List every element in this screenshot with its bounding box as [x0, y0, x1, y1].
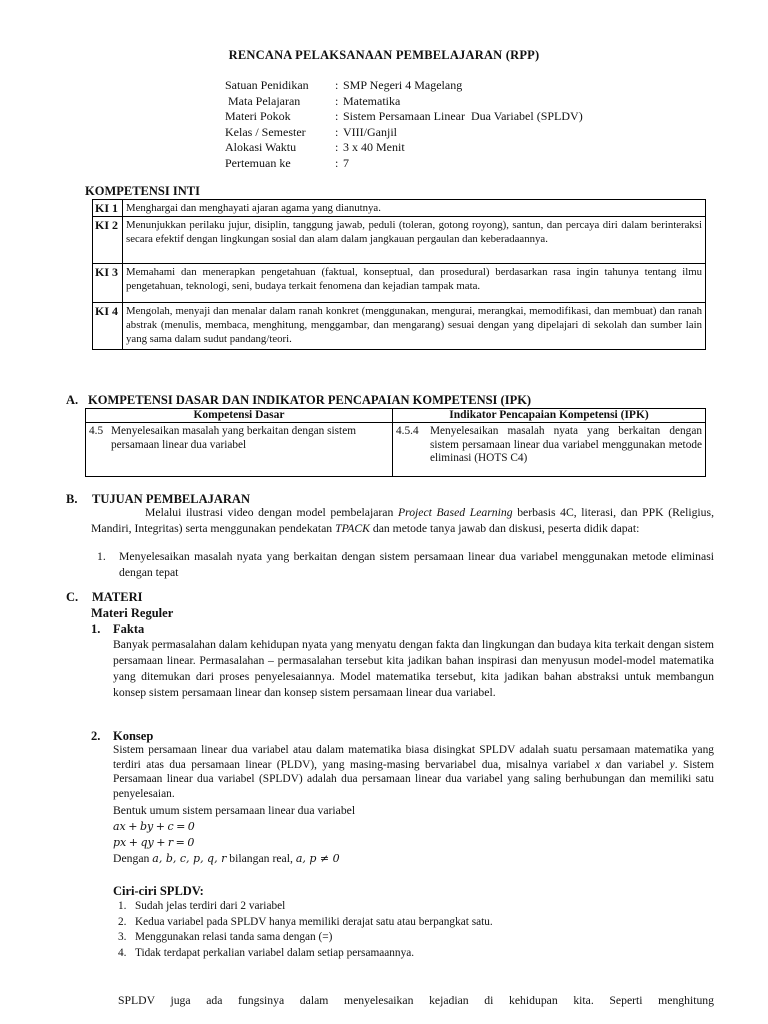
equation-2: px + qy + r = 0: [113, 836, 195, 849]
konsep-title: Konsep: [113, 729, 154, 743]
objective-paragraph: [91, 505, 714, 536]
ki-table: [92, 199, 706, 350]
conditions-variables: a, b, c, p, q, r: [152, 852, 227, 865]
identity-label: Kelas / Semester: [225, 124, 306, 139]
kd-row: [86, 423, 706, 477]
ciri-text: Sudah jelas terdiri dari 2 variabel: [135, 900, 286, 912]
konsep-paragraph: [113, 743, 714, 801]
objective-item-text: Menyelesaikan masalah nyata yang berkaitan dengan sistem persamaan linear dua variabel menggunakan metode eliminasi dengan tepat: [119, 550, 714, 579]
konsep-text: . Sistem Persamaan linear dua variabel (SPLDV) adalah dua persamaan linear dua variabel yang saling berhubungan dan memiliki satu penyelesaian.: [113, 758, 715, 800]
fakta-paragraph: Banyak permasalahan dalam kehidupan nyata yang menyatu dengan fakta dan lingkungan dan budaya kita terkait dengan sistem persamaan linear. Permasalahan – permasalahan tersebut kita jadikan bahan inspirasi dan menyusun model-model matematika yang ditemukan dari proses penyelesaiannya. Model matematika tersebut, kita jadikan bahan abstraksi untuk membangun konsep sistem persamaan linear dan konsep sistem persamaan linear dua variabel.: [113, 638, 714, 699]
ki-text: Memahami dan menerapkan pengetahuan (faktual, konseptual, dan prosedural) berdasarkan rasa ingin tahunya tentang ilmu pengetahuan, teknologi, seni, budaya terkait fenomena dan kejadian tampak mata.: [123, 264, 706, 303]
identity-row: [225, 109, 583, 125]
fakta-number: 1.: [91, 622, 101, 636]
identity-colon: :: [335, 109, 339, 123]
general-form-label: Bentuk umum sistem persamaan linear dua variabel: [113, 804, 356, 817]
section-letter: A.: [66, 393, 79, 407]
identity-colon: :: [335, 155, 339, 170]
ciri-item: 1. Sudah jelas terdiri dari 2 variabel: [118, 899, 493, 915]
ki-text: Mengolah, menyaji dan menalar dalam ranah konkret (menggunakan, mengurai, merangkai, memodifikasi, dan membuat) dan ranah abstrak (menulis, membaca, menghitung, menggambar, dan mengarang) sesuai dengan yang dipelajari di sekolah dan sumber lain yang sama dalam sudut pandang/teori.: [123, 303, 706, 350]
identity-row: [225, 140, 583, 156]
identity-colon: :: [335, 93, 339, 108]
identity-value: VIII/Ganjil: [343, 124, 397, 139]
conditions-line: [113, 851, 340, 867]
conditions-inequality: a, p ≠ 0: [295, 852, 340, 865]
ki-heading: KOMPETENSI INTI: [85, 184, 200, 198]
konsep-heading: [91, 729, 153, 744]
identity-row: [225, 78, 583, 94]
variable-y: y: [669, 758, 675, 771]
ciri-text: Tidak terdapat perkalian variabel dalam setiap persamaannya.: [135, 946, 415, 959]
ki-code: KI 2: [93, 217, 123, 264]
konsep-number: 2.: [91, 729, 101, 743]
kd-number: 4.5: [89, 425, 104, 437]
conditions-text: Dengan: [113, 852, 153, 865]
kd-cell: [86, 423, 393, 477]
identity-row: [225, 156, 583, 172]
document-title: RENCANA PELAKSANAAN PEMBELAJARAN (RPP): [228, 48, 540, 62]
variable-x: x: [595, 758, 601, 771]
ciri-item: 2. Kedua variabel pada SPLDV hanya memiliki derajat satu atau berpangkat satu.: [118, 915, 493, 931]
objective-text: Melalui ilustrasi video dengan model pembelajaran: [145, 506, 398, 519]
kd-text: Menyelesaikan masalah yang berkaitan dengan sistem persamaan linear dua variabel: [111, 425, 356, 451]
identity-row: [225, 94, 583, 110]
section-title: TUJUAN PEMBELAJARAN: [92, 492, 250, 506]
ipk-column-header: Indikator Pencapaian Kompetensi (IPK): [393, 409, 706, 423]
ipk-item: [396, 425, 702, 466]
section-title: KOMPETENSI DASAR DAN INDIKATOR PENCAPAIAN KOMPETENSI (IPK): [88, 393, 532, 407]
ipk-number: 4.5.4: [396, 425, 419, 437]
identity-value: Matematika: [343, 93, 401, 108]
conditions-text: bilangan real,: [226, 852, 296, 865]
konsep-text: Sistem persamaan linear dua variabel atau dalam matematika biasa disingkat SPLDV adalah suatu persamaan matematika yang terdiri atas dua persamaan linear (PLDV), yang masing-masing bervariabel dua, misalnya variabel: [113, 744, 714, 771]
identity-value: 3 x 40 Menit: [343, 140, 405, 154]
identity-value: 7: [343, 155, 349, 170]
ki-row: [93, 264, 706, 303]
equation-1: ax + by + c = 0: [113, 820, 195, 833]
identity-label: Pertemuan ke: [225, 155, 291, 170]
section-c-heading: [66, 590, 142, 605]
ki-code: KI 3: [93, 264, 123, 303]
identity-colon: :: [335, 78, 339, 92]
ki-row: [93, 303, 706, 350]
kd-item: [89, 425, 389, 452]
kd-ipk-table: [85, 408, 706, 477]
objective-number: 1.: [97, 550, 106, 563]
ki-row: [93, 217, 706, 264]
ipk-text: Menyelesaikan masalah nyata yang berkaitan dengan sistem persamaan linear dua variabel menggunakan metode eliminasi (HOTS C4): [430, 425, 702, 464]
ipk-cell: [393, 423, 706, 477]
identity-row: [225, 125, 583, 141]
ki-text: Menghargai dan menghayati ajaran agama yang dianutnya.: [123, 200, 706, 217]
section-letter: C.: [66, 590, 79, 604]
ciri-heading: Ciri-ciri SPLDV:: [113, 884, 204, 898]
objective-item: [97, 549, 714, 580]
identity-block: [225, 78, 583, 171]
ciri-text: Menggunakan relasi tanda sama dengan (=): [135, 931, 333, 943]
kd-header-row: [86, 409, 706, 423]
ki-code: KI 1: [93, 200, 123, 217]
ciri-list: [118, 899, 493, 961]
materi-reguler-heading: Materi Reguler: [91, 606, 174, 620]
section-title: MATERI: [92, 590, 143, 604]
approach-name: TPACK: [335, 521, 370, 535]
identity-label: Satuan Penidikan: [225, 78, 309, 92]
identity-label: Materi Pokok: [225, 109, 291, 123]
closing-paragraph: SPLDV juga ada fungsinya dalam menyelesaikan kejadian di kehidupan kita. Seperti menghitung: [118, 994, 714, 1007]
identity-label: Alokasi Waktu: [225, 140, 297, 154]
ki-row: [93, 200, 706, 217]
ki-code: KI 4: [93, 303, 123, 350]
fakta-heading: [91, 622, 144, 637]
model-name: Project Based Learning: [397, 506, 513, 519]
konsep-text: dan variabel: [600, 758, 670, 771]
fakta-title: Fakta: [113, 622, 145, 636]
identity-label: Mata Pelajaran: [225, 93, 301, 108]
kd-column-header: Kompetensi Dasar: [86, 409, 393, 423]
ciri-item: 3. Menggunakan relasi tanda sama dengan (=): [118, 930, 493, 946]
section-letter: B.: [66, 492, 78, 506]
identity-value: Sistem Persamaan Linear Dua Variabel (SPLDV): [343, 109, 583, 123]
identity-colon: :: [335, 140, 339, 154]
section-a-heading: [66, 393, 531, 408]
identity-value: SMP Negeri 4 Magelang: [343, 78, 463, 92]
objective-text: dan metode tanya jawab dan diskusi, peserta didik dapat:: [369, 521, 640, 535]
ciri-item: 4. Tidak terdapat perkalian variabel dalam setiap persamaannya.: [118, 946, 493, 962]
objective-text: berbasis 4C, literasi, dan PPK (Religius, Mandiri, Integritas) serta menggunakan pendekatan: [91, 506, 714, 535]
identity-colon: :: [335, 124, 339, 139]
ki-text: Menunjukkan perilaku jujur, disiplin, tanggung jawab, peduli (toleran, gotong royong), santun, dan percaya diri dalam berinteraksi secara efektif dengan lingkungan sosial dan alam dalam jangkauan pergaulan dan keberadaannya.: [123, 217, 706, 264]
ciri-text: Kedua variabel pada SPLDV hanya memiliki derajat satu atau berpangkat satu.: [135, 915, 493, 928]
